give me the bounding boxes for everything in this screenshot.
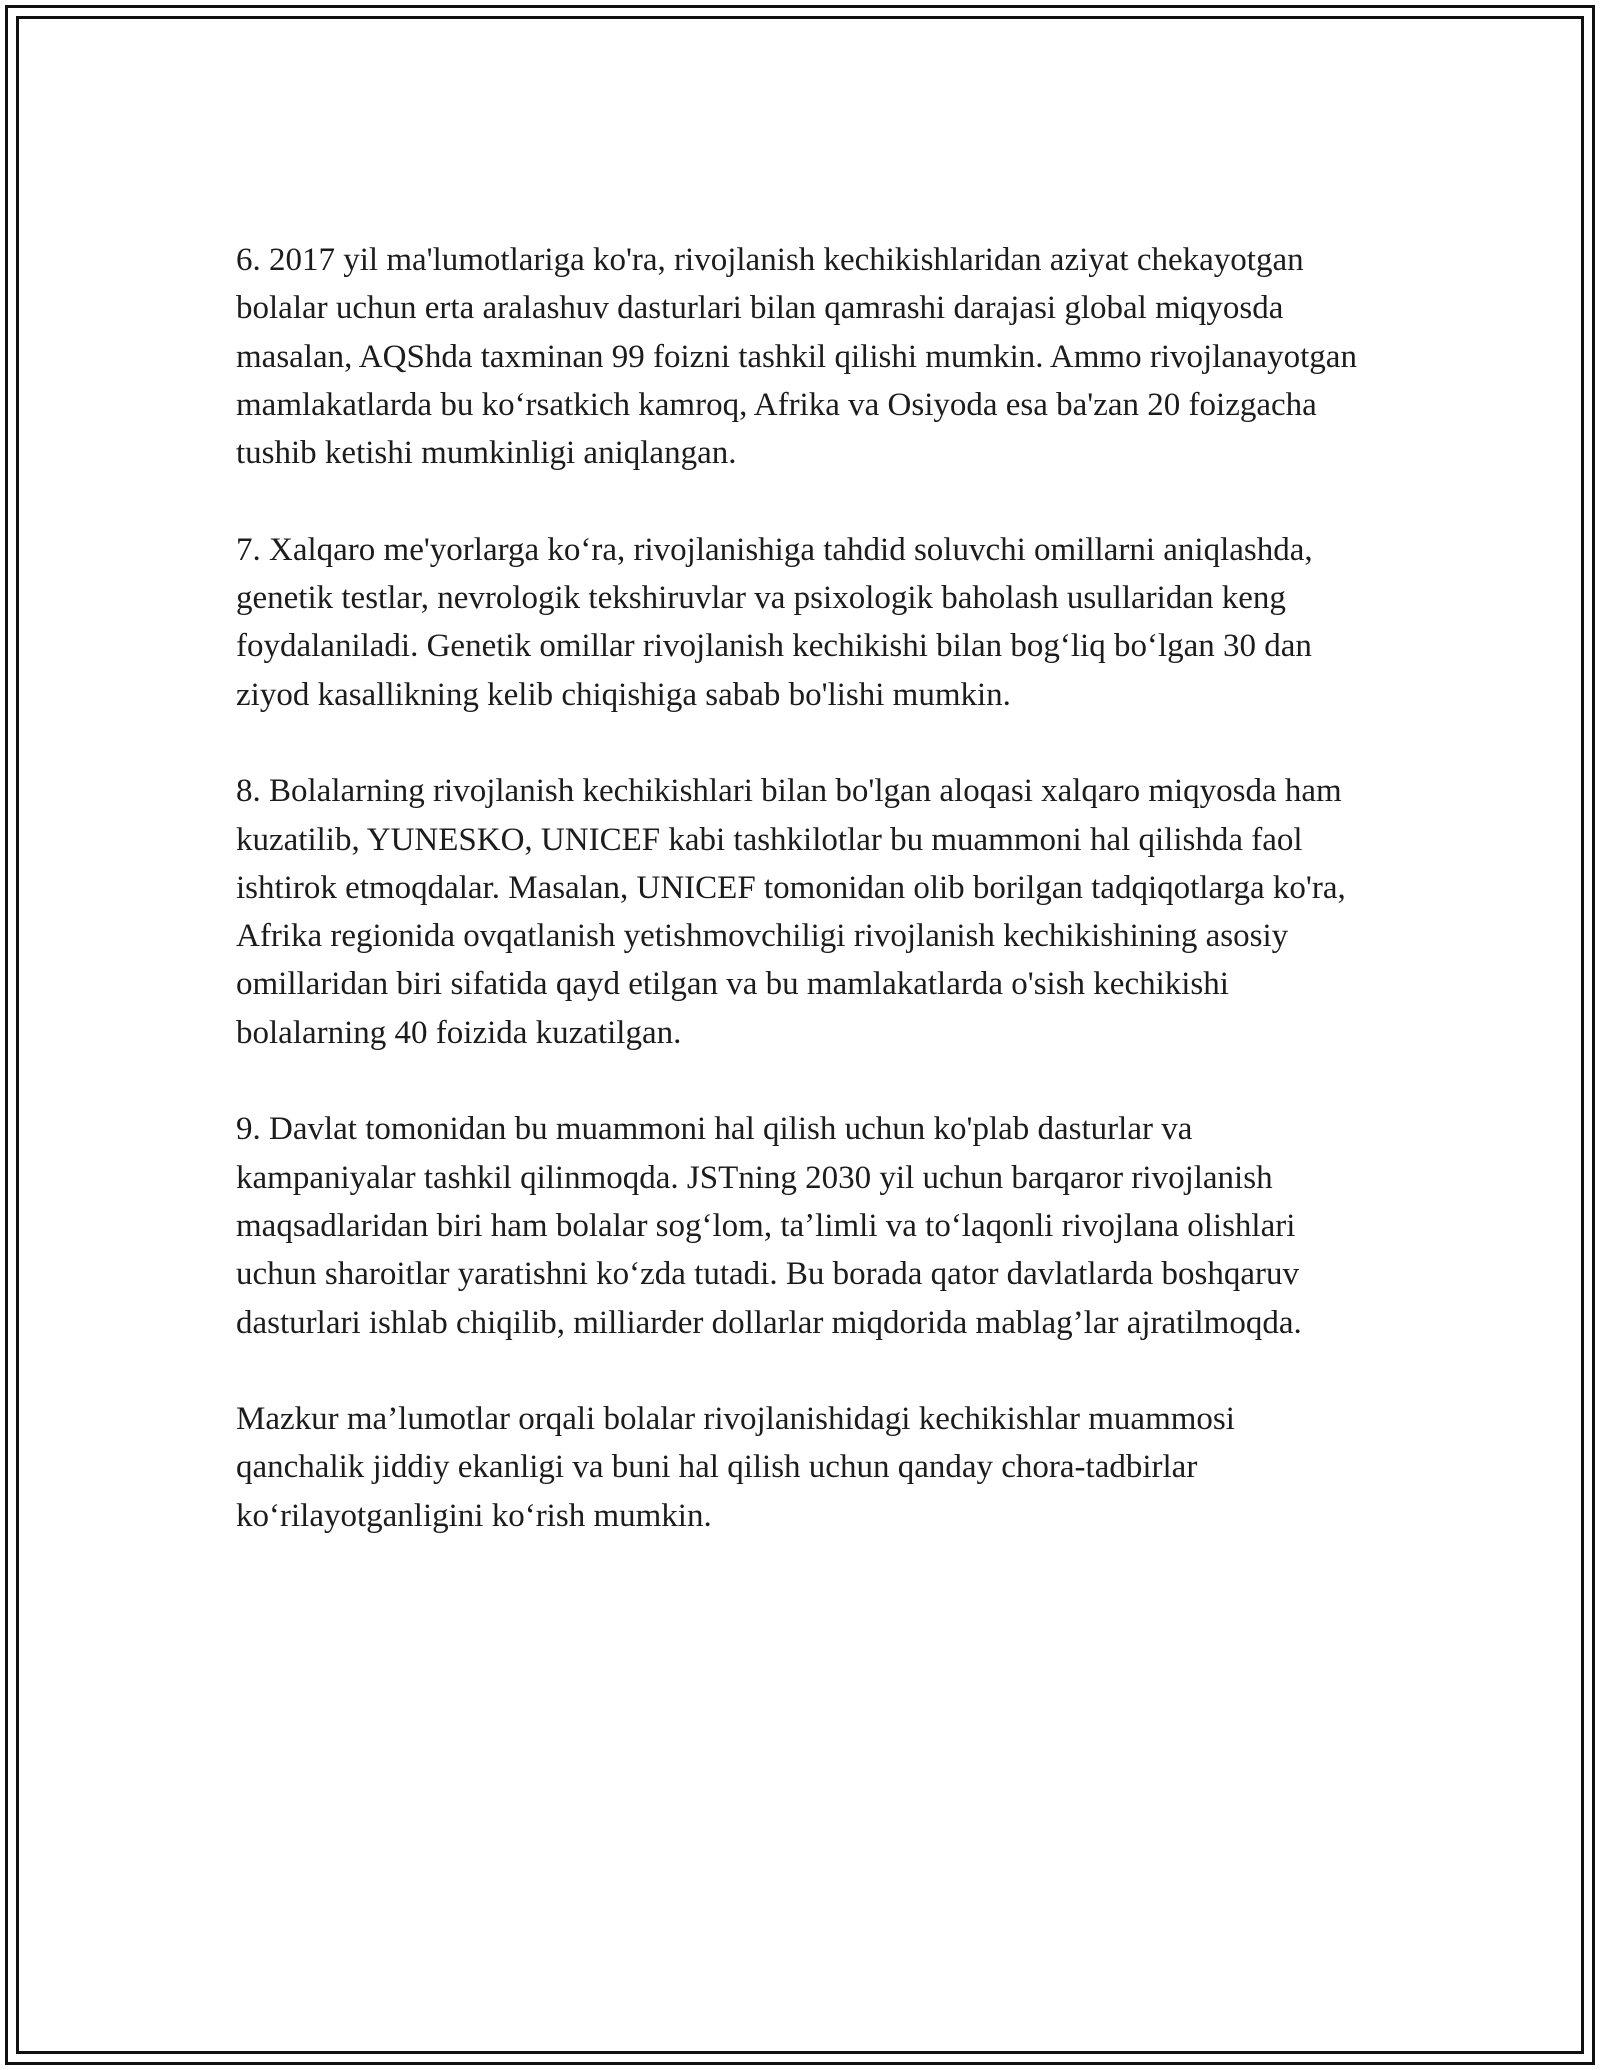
paragraph-conclusion: Mazkur ma’lumotlar orqali bolalar rivojlanishidagi kechikishlar muammosi qanchalik jiddiy ekanligi va buni hal qilish uchun qanday chora-tadbirlar koʻrilayotganligini koʻrish mumkin. <box>236 1401 1235 1534</box>
document-body <box>236 236 1366 1540</box>
paragraph-7: 7. Xalqaro me'yorlarga koʻra, rivojlanishiga tahdid soluvchi omillarni aniqlashda, genetik testlar, nevrologik tekshiruvlar va psixologik baholash usullaridan keng foydalaniladi. Genetik omillar rivojlanish kechikishi bilan bogʻliq boʻlgan 30 dan ziyod kasallikning kelib chiqishiga sabab bo'lishi mumkin. <box>236 531 1313 713</box>
paragraph-8: 8. Bolalarning rivojlanish kechikishlari bilan bo'lgan aloqasi xalqaro miqyosda ham kuzatilib, YUNESKO, UNICEF kabi tashkilotlar bu muammoni hal qilishda faol ishtirok etmoqdalar. Masalan, UNICEF tomonidan olib borilgan tadqiqotlarga ko'ra, Afrika regionida ovqatlanish yetishmovchiligi rivojlanish kechikishining asosiy omillaridan biri sifatida qayd etilgan va bu mamlakatlarda o'sish kechikishi bolalarning 40 foizida kuzatilgan. <box>236 773 1346 1051</box>
paragraph-6: 6. 2017 yil ma'lumotlariga ko'ra, rivojlanish kechikishlaridan aziyat chekayotgan bolalar uchun erta aralashuv dasturlari bilan qamrashi darajasi global miqyosda masalan, AQShda taxminan 99 foizni tashkil qilishi mumkin. Ammo rivojlanayotgan mamlakatlarda bu koʻrsatkich kamroq, Afrika va Osiyoda esa ba'zan 20 foizgacha tushib ketishi mumkinligi aniqlangan. <box>236 242 1357 472</box>
paragraph-9: 9. Davlat tomonidan bu muammoni hal qilish uchun ko'plab dasturlar va kampaniyalar tashkil qilinmoqda. JSTning 2030 yil uchun barqaror rivojlanish maqsadlaridan biri ham bolalar sogʻlom, taʼlimli va toʻlaqonli rivojlana olishlari uchun sharoitlar yaratishni koʻzda tutadi. Bu borada qator davlatlarda boshqaruv dasturlari ishlab chiqilib, milliarder dollarlar miqdorida mablag’lar ajratilmoqda. <box>236 1111 1302 1341</box>
